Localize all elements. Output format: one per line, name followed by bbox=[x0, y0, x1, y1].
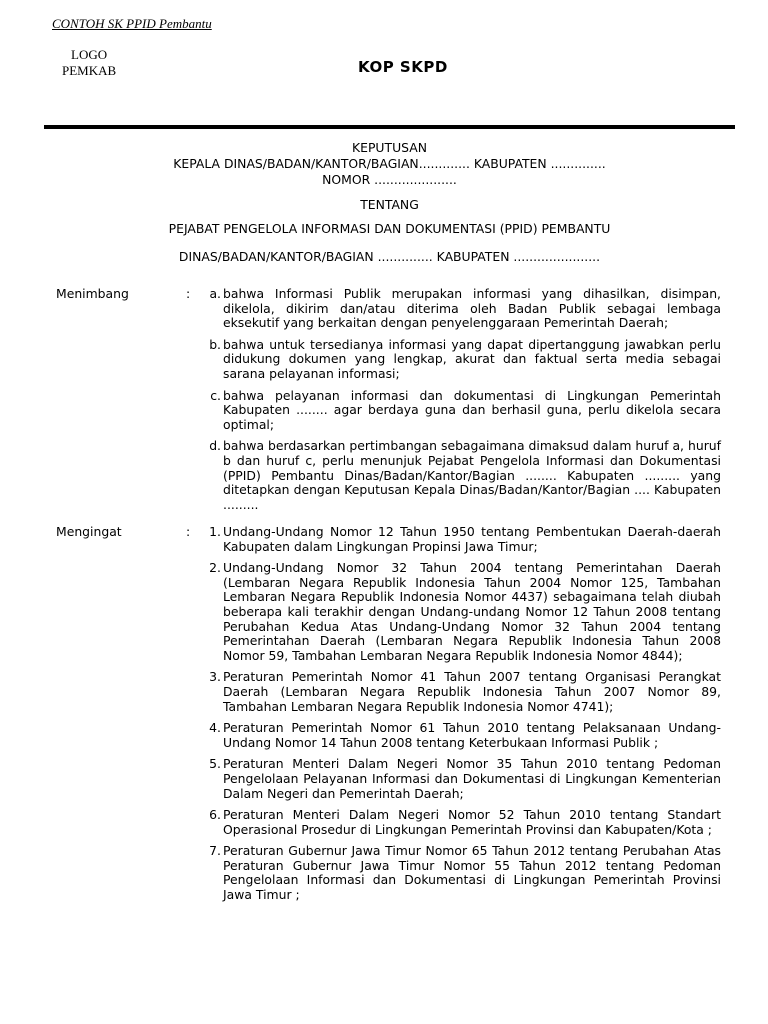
decree-about: TENTANG bbox=[360, 197, 419, 212]
item-text: Peraturan Menteri Dalam Negeri Nomor 35 Tahun 2010 tentang Pedoman Pengelolaan Pelayanan Informasi dan Dokumentasi di Lingkungan Kementerian Dalam Negeri dan Pemerintah Daerah; bbox=[223, 756, 721, 801]
list-item bbox=[201, 338, 721, 382]
list-item bbox=[201, 721, 721, 750]
decree-subject-unit: DINAS/BADAN/KANTOR/BAGIAN .............. KABUPATEN ...................... bbox=[178, 249, 601, 264]
item-text: bahwa berdasarkan pertimbangan sebagaimana dimaksud dalam huruf a, huruf b dan huruf c, perlu menunjuk Pejabat Pengelola Informasi dan Dokumentasi (PPID) Pembantu Dinas/Badan/Kantor/Bagian ........ Kabupaten ......... yang ditetapkan dengan Keputusan Kepala Dinas/Badan/Kantor/Bagian .... Kabupaten ......... bbox=[223, 438, 721, 512]
item-text: Peraturan Menteri Dalam Negeri Nomor 52 Tahun 2010 tentang Standart Operasional Prosedur di Lingkungan Pemerintah Provinsi dan Kabupaten/Kota ; bbox=[223, 807, 721, 837]
item-text: bahwa untuk tersedianya informasi yang dapat dipertanggung jawabkan perlu didukung dokumen yang lengkap, akurat dan faktual serta media sebagai sarana pelayanan informasi; bbox=[223, 336, 721, 381]
logo-placeholder bbox=[62, 47, 116, 79]
item-marker: 4. bbox=[209, 720, 221, 736]
section-colon: : bbox=[186, 286, 191, 301]
logo-line-1: LOGO bbox=[71, 47, 108, 62]
list-item bbox=[201, 287, 721, 331]
item-marker: 5. bbox=[209, 756, 221, 772]
logo-line-2: PEMKAB bbox=[62, 63, 117, 78]
menimbang-list bbox=[201, 287, 721, 519]
list-item bbox=[201, 389, 721, 433]
decree-subject: PEJABAT PENGELOLA INFORMASI DAN DOKUMENTASI (PPID) PEMBANTU bbox=[168, 221, 611, 236]
item-marker: c. bbox=[210, 387, 221, 403]
template-note: CONTOH SK PPID Pembantu bbox=[52, 16, 212, 31]
list-item bbox=[201, 525, 721, 554]
item-marker: 2. bbox=[209, 560, 221, 576]
list-item bbox=[201, 439, 721, 512]
item-text: Peraturan Pemerintah Nomor 61 Tahun 2010 tentang Pelaksanaan Undang-Undang Nomor 14 Tahun 2008 tentang Keterbukaan Informasi Publik ; bbox=[223, 720, 721, 750]
list-item bbox=[201, 808, 721, 837]
item-text: bahwa Informasi Publik merupakan informasi yang dihasilkan, disimpan, dikelola, dikirim dan/atau diterima oleh Badan Publik sebagai lembaga eksekutif yang berkaitan dengan penyelenggaraan Pemerintah Daerah; bbox=[223, 286, 721, 331]
item-text: Undang-Undang Nomor 12 Tahun 1950 tentang Pembentukan Daerah-daerah Kabupaten dalam Lingkungan Propinsi Jawa Timur; bbox=[223, 524, 721, 554]
item-text: Undang-Undang Nomor 32 Tahun 2004 tentang Pemerintahan Daerah (Lembaran Negara Republik Indonesia Tahun 2004 Nomor 125, Tambahan Lembaran Negara Republik Indonesia Nomor 4437) sebagaimana telah diubah beberapa kali terakhir dengan Undang-undang Nomor 12 Tahun 2008 tentang Perubahan Kedua Atas Undang-Undang Nomor 32 Tahun 2004 tentang Pemerintahan Daerah (Lembaran Negara Republik Indonesia Tahun 2008 Nomor 59, Tambahan Lembaran Negara Republik Indonesia Nomor 4844); bbox=[223, 560, 721, 663]
letterhead-title: KOP SKPD bbox=[358, 58, 448, 76]
mengingat-list bbox=[201, 525, 721, 910]
item-marker: 7. bbox=[209, 843, 221, 859]
list-item bbox=[201, 844, 721, 902]
list-item bbox=[201, 561, 721, 663]
letterhead-divider bbox=[44, 125, 735, 129]
list-item bbox=[201, 757, 721, 801]
decree-number: NOMOR ..................... bbox=[322, 172, 457, 187]
section-label: Mengingat bbox=[56, 524, 122, 539]
section-colon: : bbox=[186, 524, 191, 539]
item-marker: a. bbox=[209, 286, 221, 301]
item-marker: 3. bbox=[209, 669, 221, 685]
item-marker: 1. bbox=[209, 524, 221, 539]
section-label: Menimbang bbox=[56, 286, 129, 301]
item-marker: 6. bbox=[209, 807, 221, 823]
list-item bbox=[201, 670, 721, 714]
item-text: Peraturan Pemerintah Nomor 41 Tahun 2007 tentang Organisasi Perangkat Daerah (Lembaran Negara Republik Indonesia Tahun 2007 Nomor 89, Tambahan Lembaran Negara Republik Indonesia Nomor 4741); bbox=[223, 669, 721, 714]
item-text: bahwa pelayanan informasi dan dokumentasi di Lingkungan Pemerintah Kabupaten ........ agar berdaya guna dan berhasil guna, perlu dikelola secara optimal; bbox=[223, 387, 721, 432]
decree-title: KEPUTUSAN bbox=[352, 140, 427, 155]
item-text: Peraturan Gubernur Jawa Timur Nomor 65 Tahun 2012 tentang Perubahan Atas Peraturan Gubernur Jawa Timur Nomor 55 Tahun 2012 tentang Pedoman Pengelolaan Informasi dan Dokumentasi di Lingkungan Pemerintah Provinsi Jawa Timur ; bbox=[223, 843, 721, 903]
item-marker: d. bbox=[209, 438, 221, 454]
item-marker: b. bbox=[209, 336, 221, 352]
decree-issuer: KEPALA DINAS/BADAN/KANTOR/BAGIAN............. KABUPATEN .............. bbox=[173, 156, 606, 171]
